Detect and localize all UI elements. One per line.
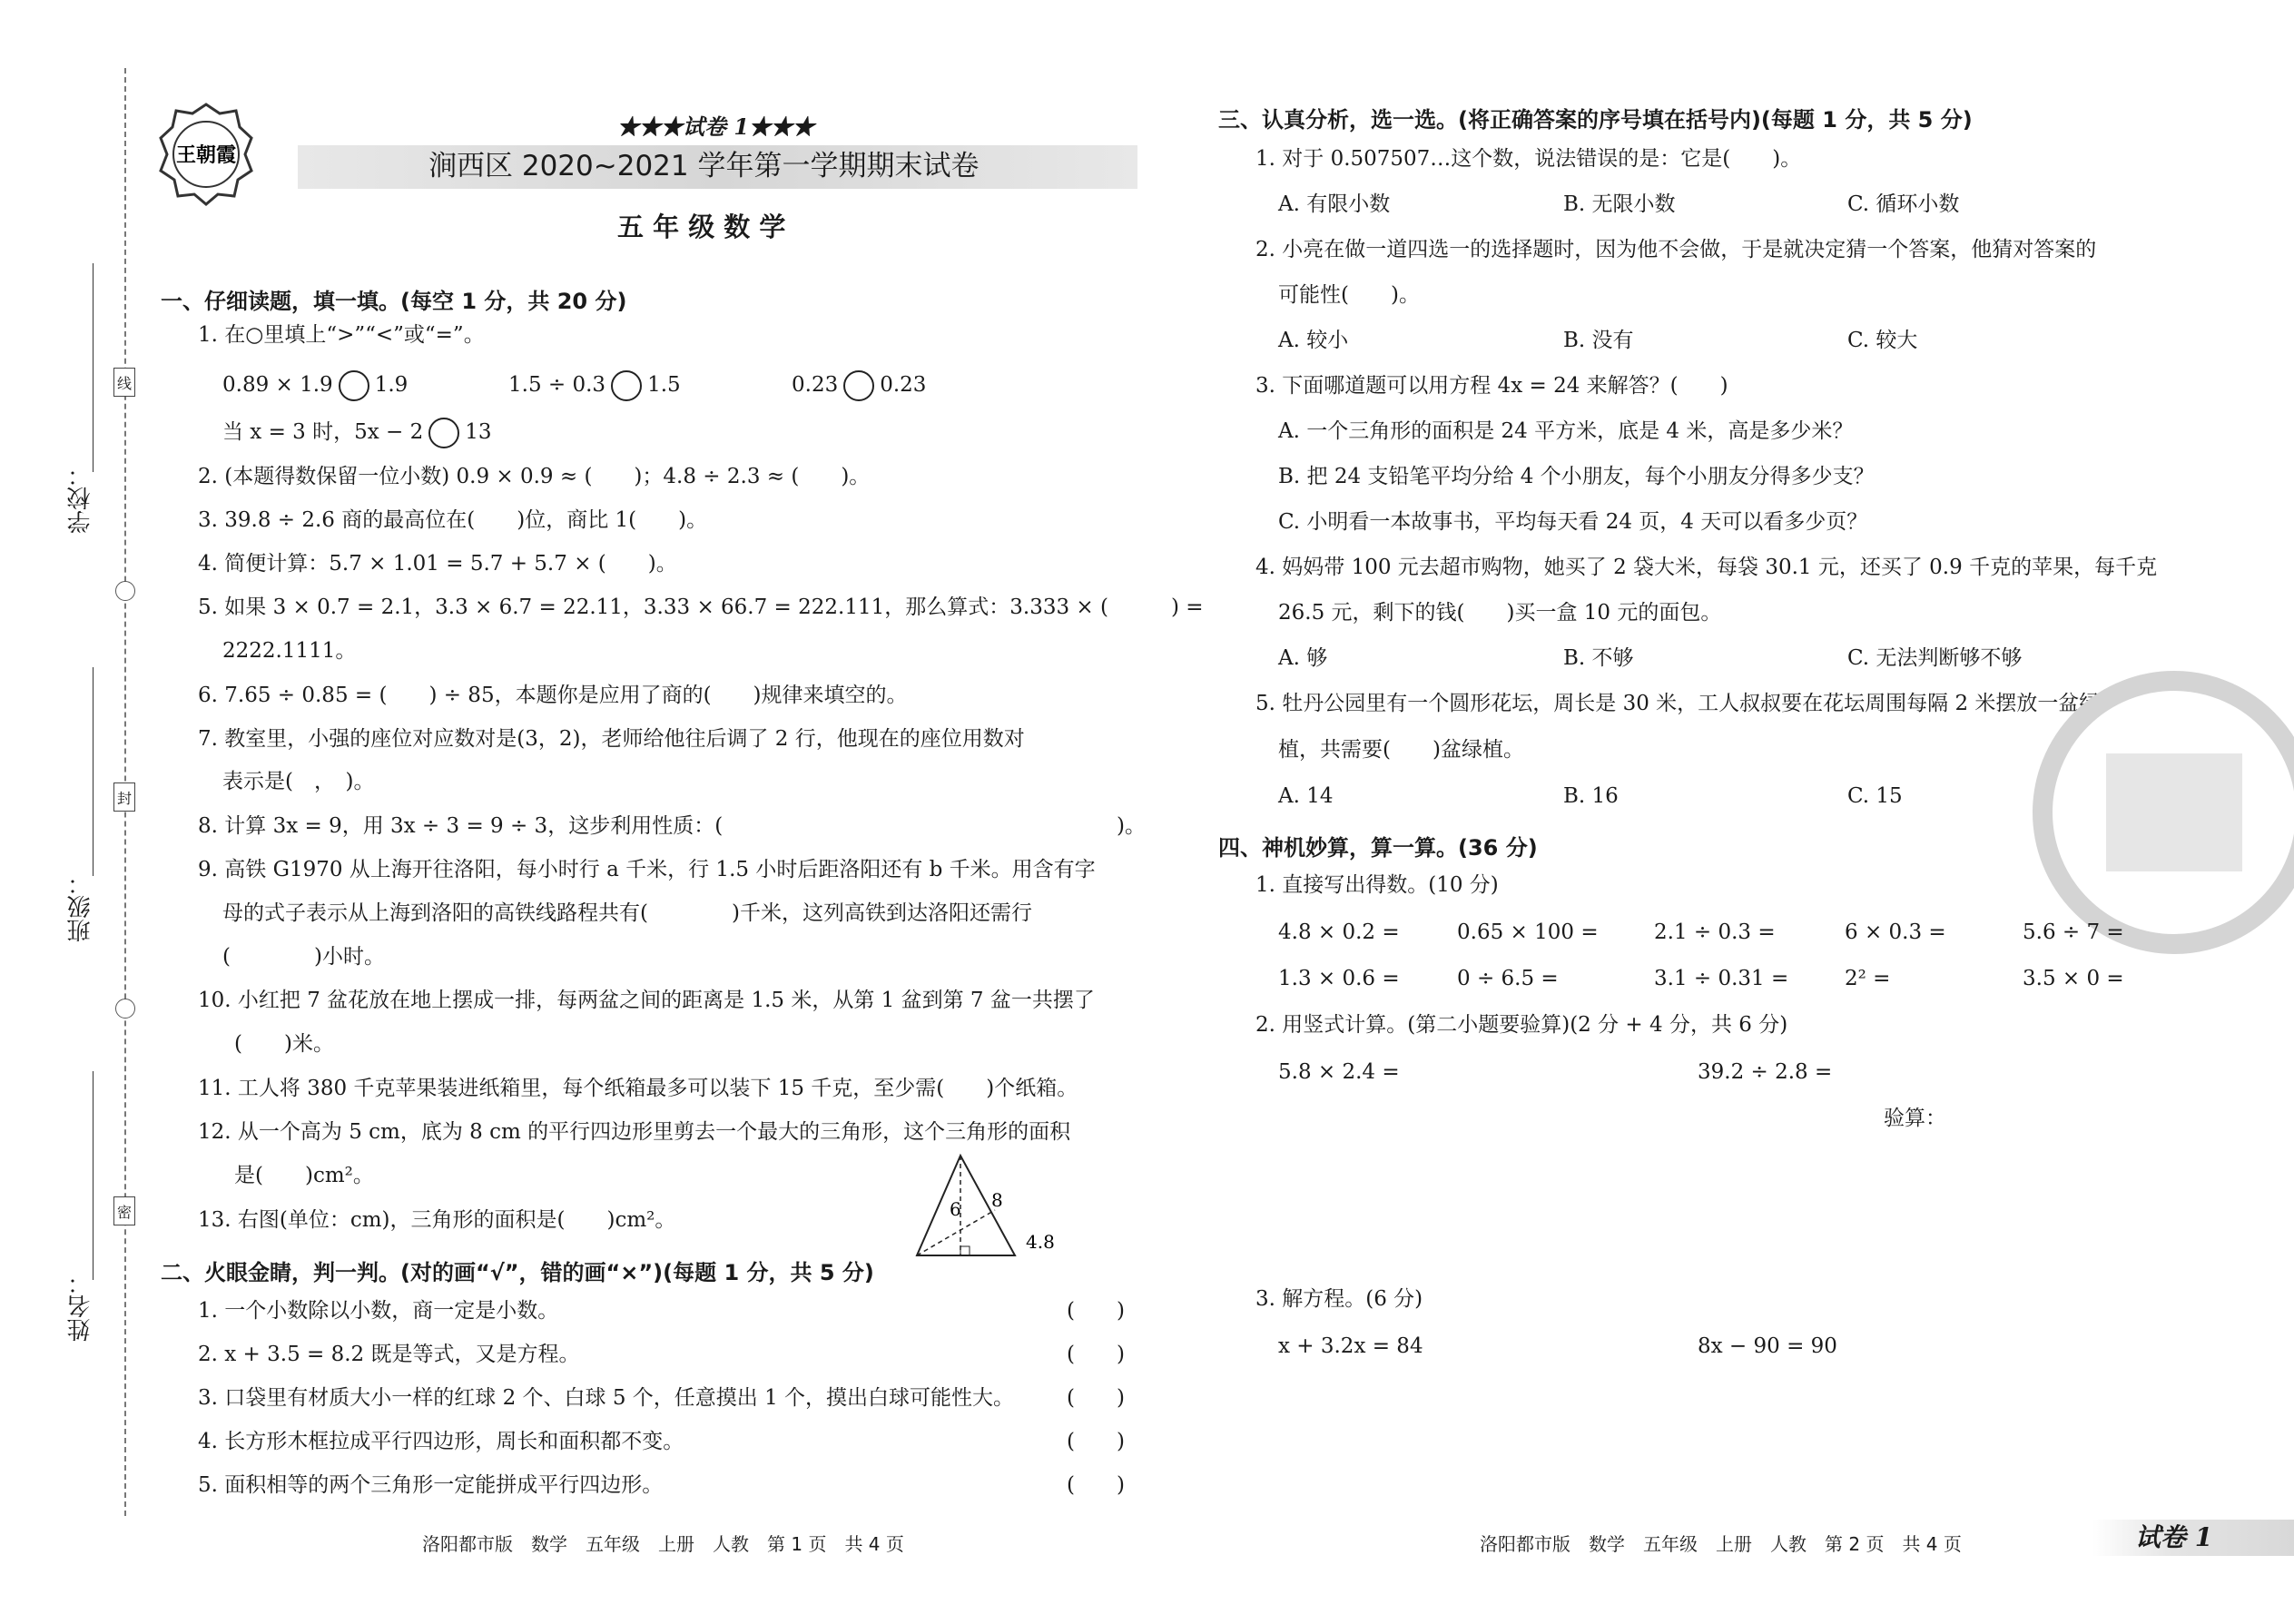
- s4-q2a: 5.8 × 2.4 =: [1278, 1060, 1400, 1084]
- s1-q9c: ( )小时。: [222, 945, 385, 969]
- s1-q10a: 10. 小红把 7 盆花放在地上摆成一排，每两盆之间的距离是 1.5 米，从第 1 盆到第 7 盆一共摆了: [198, 989, 1095, 1012]
- class-label: 班级：: [67, 871, 94, 942]
- s1-q9b: 母的式子表示从上海到洛阳的高铁线路程共有( )千米，这列高铁到达洛阳还需行: [222, 901, 1032, 925]
- binding-hole-icon: [115, 581, 135, 601]
- binding-hole-icon: [115, 999, 135, 1019]
- s4-check-label: 验算：: [1884, 1107, 1946, 1130]
- calc-item: 0.65 × 100 =: [1457, 920, 1599, 944]
- s1-q5b: 2222.1111。: [222, 639, 357, 663]
- logo-text: 王朝霞: [175, 143, 237, 167]
- section3-heading: 三、认真分析，选一选。(将正确答案的序号填在括号内)(每题 1 分，共 5 分): [1218, 107, 1973, 133]
- s1-q6: 6. 7.65 ÷ 0.85 = ( ) ÷ 85，本题你是应用了商的( )规律来填空的。: [198, 684, 908, 707]
- calc-item: 3.1 ÷ 0.31 =: [1654, 967, 1789, 990]
- s3-q2-optB: B. 没有: [1563, 329, 1634, 352]
- s1-q1a: 0.89 × 1.9 1.9: [222, 370, 408, 401]
- name-label: 姓名：: [67, 1271, 94, 1342]
- judge-answer-paren[interactable]: ( ): [1067, 1386, 1125, 1410]
- mark-line: 线: [113, 368, 135, 397]
- s1-q7b: 表示是( ， )。: [222, 770, 375, 793]
- mark-secret: 密: [113, 1196, 135, 1225]
- footer-left: 洛阳都市版 数学 五年级 上册 人教 第 1 页 共 4 页: [422, 1533, 904, 1555]
- paper-badge: ★★★试卷 1★★★: [617, 113, 815, 140]
- judge-item: 5. 面积相等的两个三角形一定能拼成平行四边形。: [198, 1473, 664, 1497]
- judge-answer-paren[interactable]: ( ): [1067, 1473, 1125, 1497]
- s3-q3-optB: B. 把 24 支铅笔平均分给 4 个小朋友，每个小朋友分得多少支？: [1278, 465, 1875, 488]
- school-label: 学校：: [67, 463, 94, 534]
- judge-answer-paren[interactable]: ( ): [1067, 1430, 1125, 1453]
- s1-q5a: 5. 如果 3 × 0.7 = 2.1，3.3 × 6.7 = 22.11，3.33 × 66.7 = 222.111，那么算式：3.333 × ( ) =: [198, 595, 1204, 619]
- s4-q3: 3. 解方程。(6 分): [1255, 1287, 1423, 1311]
- paper-title: 涧西区 2020~2021 学年第一学期期末试卷: [428, 150, 980, 182]
- calc-item: 2.1 ÷ 0.3 =: [1654, 920, 1776, 944]
- section2-heading: 二、火眼金睛，判一判。(对的画“√”，错的画“×”)(每题 1 分，共 5 分): [161, 1260, 874, 1285]
- secret-seal-watermark: [2024, 663, 2294, 962]
- s3-q3: 3. 下面哪道题可以用方程 4x = 24 来解答？( ): [1255, 374, 1728, 398]
- s1-q9a: 9. 高铁 G1970 从上海开往洛阳，每小时行 a 千米，行 1.5 小时后距洛阳还有 b 千米。用含有字: [198, 858, 1096, 881]
- s1-q7a: 7. 教室里，小强的座位对应数对是(3，2)，老师给他往后调了 2 行，他现在的座位用数对: [198, 727, 1025, 751]
- triangle-figure: [908, 1148, 1071, 1266]
- s1-q8: 8. 计算 3x = 9，用 3x ÷ 3 = 9 ÷ 3，这步利用性质：(: [198, 814, 724, 838]
- s1-q2: 2. (本题得数保留一位小数) 0.9 × 0.9 ≈ ( )；4.8 ÷ 2.3 ≈ ( )。: [198, 465, 871, 488]
- class-line: [93, 667, 94, 876]
- s1-q3: 3. 39.8 ÷ 2.6 商的最高位在( )位，商比 1( )。: [198, 508, 708, 532]
- calc-item: 6 × 0.3 =: [1845, 920, 1946, 944]
- triangle-height-label: 6: [950, 1198, 961, 1220]
- s1-q1b: 1.5 ÷ 0.3 1.5: [508, 370, 681, 401]
- s3-q5b: 植，共需要( )盆绿植。: [1278, 738, 1524, 762]
- s4-q1: 1. 直接写出得数。(10 分): [1255, 873, 1499, 897]
- s3-q2a: 2. 小亮在做一道四选一的选择题时，因为他不会做，于是就决定猜一个答案，他猜对答案的: [1255, 238, 2097, 261]
- judge-answer-paren[interactable]: ( ): [1067, 1343, 1125, 1366]
- s3-q4-optB: B. 不够: [1563, 646, 1634, 670]
- s3-q5-optC: C. 15: [1847, 784, 1903, 808]
- footer-right: 洛阳都市版 数学 五年级 上册 人教 第 2 页 共 4 页: [1480, 1533, 1962, 1555]
- s3-q5-optB: B. 16: [1563, 784, 1619, 808]
- calc-item: 4.8 × 0.2 =: [1278, 920, 1400, 944]
- calc-item: 1.3 × 0.6 =: [1278, 967, 1400, 990]
- s1-q12b: 是( )cm²。: [234, 1164, 374, 1187]
- paper-subject: 五 年 级 数 学: [617, 212, 786, 242]
- s1-q1d: 当 x = 3 时，5x − 2 13: [222, 418, 492, 448]
- school-line: [93, 263, 94, 472]
- s4-q2: 2. 用竖式计算。(第二小题要验算)(2 分 + 4 分，共 6 分): [1255, 1013, 1788, 1037]
- footer-tag: 试卷 1: [2135, 1522, 2213, 1552]
- section1-heading: 一、仔细读题，填一填。(每空 1 分，共 20 分): [161, 289, 627, 314]
- s4-q3b: 8x − 90 = 90: [1698, 1334, 1837, 1358]
- triangle-side-label: 8: [991, 1189, 1003, 1211]
- s3-q5a: 5. 牡丹公园里有一个圆形花坛，周长是 30 米，工人叔叔要在花坛周围每隔 2 米摆放一盆绿: [1255, 692, 2101, 715]
- s1-q13: 13. 右图(单位：cm)，三角形的面积是( )cm²。: [198, 1208, 676, 1232]
- calc-item: 0 ÷ 6.5 =: [1457, 967, 1559, 990]
- judge-item: 1. 一个小数除以小数，商一定是小数。: [198, 1299, 559, 1323]
- s1-q4: 4. 简便计算：5.7 × 1.01 = 5.7 + 5.7 × ( )。: [198, 552, 677, 576]
- judge-item: 3. 口袋里有材质大小一样的红球 2 个、白球 5 个，任意摸出 1 个，摸出白球可能性大。: [198, 1386, 1015, 1410]
- calc-item: 2² =: [1845, 967, 1891, 990]
- s1-q1: 1. 在○里填上“>”“<”或“=”。: [198, 323, 485, 347]
- s1-q1c: 0.23 0.23: [792, 370, 926, 401]
- s4-q3a: x + 3.2x = 84: [1278, 1334, 1423, 1358]
- logo-badge: [156, 100, 256, 209]
- calc-item: 5.6 ÷ 7 =: [2023, 920, 2124, 944]
- s3-q5-optA: A. 14: [1278, 784, 1334, 808]
- judge-item: 2. x + 3.5 = 8.2 既是等式，又是方程。: [198, 1343, 580, 1366]
- s3-q1-optC: C. 循环小数: [1847, 192, 1960, 216]
- name-line: [93, 1071, 94, 1280]
- judge-answer-paren[interactable]: ( ): [1067, 1299, 1125, 1323]
- s3-q2-optC: C. 较大: [1847, 329, 1918, 352]
- s1-q12a: 12. 从一个高为 5 cm，底为 8 cm 的平行四边形里剪去一个最大的三角形，这个三角形的面积: [198, 1120, 1071, 1144]
- judge-item: 4. 长方形木框拉成平行四边形，周长和面积都不变。: [198, 1430, 684, 1453]
- s3-q1: 1. 对于 0.507507…这个数，说法错误的是：它是( )。: [1255, 147, 1802, 171]
- section4-heading: 四、神机妙算，算一算。(36 分): [1218, 835, 1538, 861]
- s3-q1-optB: B. 无限小数: [1563, 192, 1676, 216]
- s3-q4-optC: C. 无法判断够不够: [1847, 646, 2023, 670]
- s1-q10b: ( )米。: [234, 1032, 334, 1056]
- s3-q1-optA: A. 有限小数: [1278, 192, 1391, 216]
- mark-seal: 封: [113, 782, 135, 812]
- s3-q4b: 26.5 元，剩下的钱( )买一盒 10 元的面包。: [1278, 601, 1722, 625]
- s1-q11: 11. 工人将 380 千克苹果装进纸箱里，每个纸箱最多可以装下 15 千克，至少需( )个纸箱。: [198, 1077, 1078, 1100]
- calc-item: 3.5 × 0 =: [2023, 967, 2124, 990]
- s3-q3-optC: C. 小明看一本故事书，平均每天看 24 页，4 天可以看多少页？: [1278, 510, 1868, 534]
- s3-q4a: 4. 妈妈带 100 元去超市购物，她买了 2 袋大米，每袋 30.1 元，还买了 0.9 千克的苹果，每千克: [1255, 556, 2158, 579]
- triangle-base-label: 4.8: [1026, 1231, 1055, 1253]
- s3-q3-optA: A. 一个三角形的面积是 24 平方米，底是 4 米，高是多少米？: [1278, 419, 1854, 443]
- s1-q8-end: )。: [1117, 814, 1146, 838]
- s3-q4-optA: A. 够: [1278, 646, 1328, 670]
- s3-q2-optA: A. 较小: [1278, 329, 1349, 352]
- s3-q2b: 可能性( )。: [1278, 283, 1420, 307]
- s4-q2b: 39.2 ÷ 2.8 =: [1698, 1060, 1833, 1084]
